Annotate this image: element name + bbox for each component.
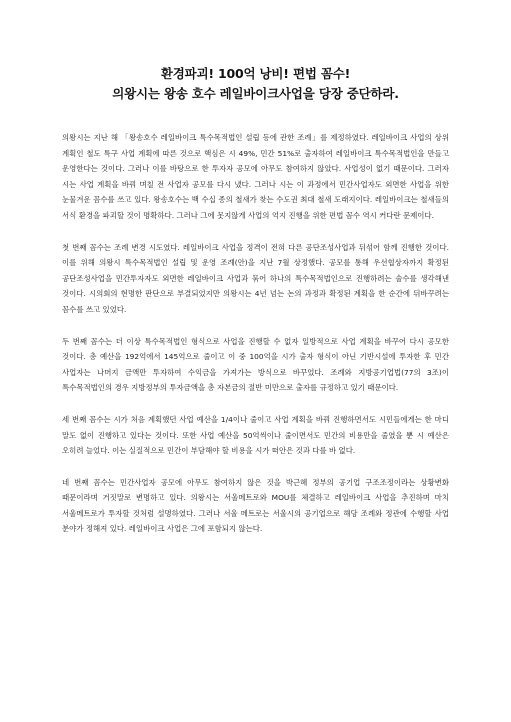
title-line-1: 환경파괴! 100억 낭비! 편법 꼼수!	[160, 66, 351, 81]
title-line-2: 의왕시는 왕송 호수 레일바이크사업을 당장 중단하라.	[112, 86, 399, 101]
paragraph-intro: 의왕시는 지난 해 「왕송호수 레일바이크 특수목적법인 설립 등에 관한 조례」를 제정하였다. 레일바이크 사업의 상위 계획인 철도 특구 사업 계획에 따른 것으로 핵심은 시 49%, 민간 51%로 출자하여 레일바이크 특수목적법인을 만들고 운영한다는 것이다. 그러나 이를 바탕으로 한 투자자 공모에 아무도 참여하지 않았다. 사업성이 없기 때문이다. 그러자 시는 사업 계획을 바꿔 며칠 전 사업자 공모를 다시 냈다. 그러나 시는 이 과정에서 민간사업자도 외면한 사업을 위한 눈물겨운 꼼수를 쓰고 있다. 왕송호수는 백 수십 종의 철새가 찾는 수도권 최대 철새 도래지이다. 레일바이크는 철새들의 서식 환경을 파괴할 것이 명확하다. 그러나 그에 못지않게 사업의 억지 진행을 위한 편법 꼼수 역시 커다란 문제이다.	[62, 133, 449, 220]
paragraph-third-trick: 세 번째 꼼수는 시가 처음 계획했던 사업 예산을 1/4이나 줄이고 사업 계획을 바꿔 진행하면서도 시민들에게는 한 마디 말도 없이 진행하고 있다는 것이다. 또한 사업 예산을 50억씩이나 줄이면서도 민간의 비용만을 줄였을 뿐 시 예산은 오히려 늘었다. 이는 실질적으로 민간이 부담해야 할 비용을 시가 떠안은 것과 다를 바 없다.	[62, 414, 449, 456]
document-title	[62, 64, 449, 104]
paragraph-first-trick: 첫 번째 꼼수는 조례 변경 시도였다. 레일바이크 사업을 정격이 전혀 다른 공단조성사업과 뒤섞어 함께 진행한 것이다. 이를 위해 의왕시 특수목적법인 설립 및 운영 조례(안)을 지난 7월 상정했다. 공모를 통해 우선협상자까지 확정된 공단조성사업을 민간투자자도 외면한 레일바이크 사업과 묶어 하나의 특수목적법인으로 진행하려는 술수를 생각해낸 것이다. 시의회의 현명한 판단으로 부결되었지만 의왕시는 4년 넘는 논의 과정과 확정된 계획을 한 순간에 뒤바꾸려는 꼼수를 쓰고 있었다.	[62, 242, 449, 314]
paragraph-fourth-trick: 네 번째 꼼수는 민간사업자 공모에 아무도 참여하지 않은 것을 박근혜 정부의 공기업 구조조정이라는 상황변화 때문이라며 거짓말로 변명하고 있다. 의왕시는 서울메트로와 MOU를 체결하고 레일바이크 사업을 추진하며 마치 서울메트로가 투자할 것처럼 설명하였다. 그러나 서울 메트로는 서울시의 공기업으로 해당 조례와 정관에 수행할 사업 분야가 정해져 있다. 레일바이크 사업은 그에 포함되지 않는다.	[62, 477, 449, 534]
paragraph-second-trick: 두 번째 꼼수는 더 이상 특수목적법인 형식으로 사업을 진행할 수 없자 일방적으로 사업 계획을 바꾸어 다시 공모한 것이다. 총 예산을 192억에서 145억으로 줄이고 이 중 100억을 시가 출자 형식이 아닌 기반시설에 투자한 후 민간 사업자는 나머지 금액만 투자하여 수익금을 가져가는 방식으로 바꾸었다. 조례와 지방공기업법(77의 3조)이 특수목적법인의 경우 지방정부의 투자금액을 총 자본금의 절반 미만으로 출자를 규정하고 있기 때문이다.	[62, 336, 449, 393]
